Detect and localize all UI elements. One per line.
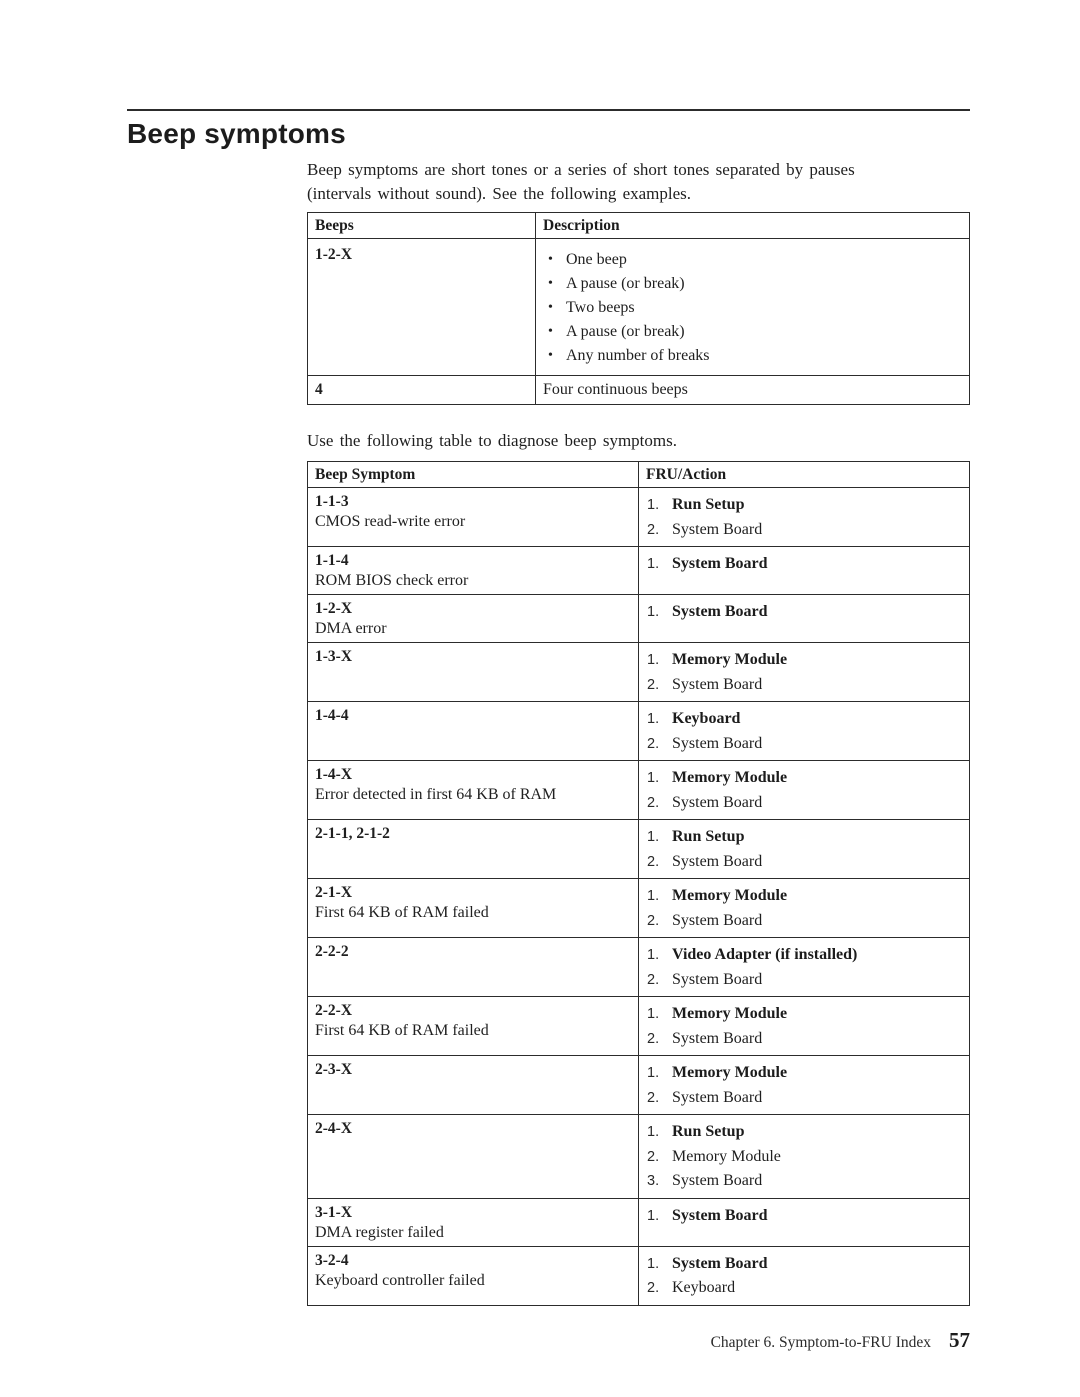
table-row	[308, 488, 970, 547]
fru-action-list	[646, 943, 962, 992]
table-row	[308, 1198, 970, 1246]
beep-code: 2-1-1, 2-1-2	[315, 825, 390, 842]
fru-action-item: System Board	[672, 555, 768, 572]
fru-action-item: Memory Module	[672, 651, 788, 668]
beep-code: 1-3-X	[315, 648, 353, 665]
beep-code: 1-4-X	[315, 766, 353, 783]
table-row	[308, 1115, 970, 1199]
fru-action-list	[646, 552, 962, 577]
fru-action-list	[646, 648, 962, 697]
table-row	[308, 761, 970, 820]
fru-action-item: System Board	[672, 1088, 763, 1106]
beep-description: First 64 KB of RAM failed	[315, 1022, 489, 1039]
fru-action-list	[646, 600, 962, 625]
fru-action-item: Memory Module	[672, 887, 788, 904]
fru-action-list	[646, 1252, 962, 1301]
beep-code: 1-2-X	[315, 246, 353, 263]
beep-code: 3-1-X	[315, 1203, 353, 1221]
table-row	[308, 376, 970, 405]
fru-action-item: Memory Module	[672, 1005, 788, 1022]
fru-action-item: System Board	[672, 970, 763, 988]
beep-description: DMA error	[315, 620, 387, 637]
table-row	[308, 879, 970, 938]
description-bullet-list	[543, 248, 962, 368]
fru-action-item: Run Setup	[672, 1123, 745, 1140]
diagnose-paragraph: Use the following table to diagnose beep symptoms.	[307, 431, 677, 450]
beep-description: First 64 KB of RAM failed	[315, 904, 489, 921]
table-row	[308, 997, 970, 1056]
fru-action-item: System Board	[672, 675, 763, 693]
beep-symptoms-table	[307, 461, 970, 1306]
bullet-item: • Two beeps	[543, 296, 962, 320]
footer-page-number: 57	[949, 1327, 970, 1352]
fru-action-item: System Board	[672, 1206, 768, 1224]
table-row	[308, 239, 970, 376]
fru-action-item: Video Adapter (if installed)	[672, 946, 858, 963]
beep-description: Four continuous beeps	[536, 376, 970, 405]
page-footer	[307, 1328, 970, 1353]
fru-action-item: Memory Module	[672, 1147, 781, 1165]
fru-action-list	[646, 1204, 962, 1229]
fru-action-item: System Board	[672, 734, 763, 752]
table-row	[308, 547, 970, 595]
fru-action-item: System Board	[672, 793, 763, 811]
fru-action-item: Run Setup	[672, 496, 745, 513]
beep-code: 2-4-X	[315, 1120, 353, 1137]
fru-action-item: Run Setup	[672, 828, 745, 845]
fru-action-list	[646, 884, 962, 933]
table-header-row	[308, 213, 970, 239]
table-row	[308, 820, 970, 879]
beep-code: 1-4-4	[315, 707, 349, 724]
fru-action-list	[646, 766, 962, 815]
bullet-item: • One beep	[543, 248, 962, 272]
page-content	[127, 0, 970, 1353]
table-row	[308, 595, 970, 643]
fru-action-item: System Board	[672, 1254, 768, 1272]
fru-action-item: System Board	[672, 520, 763, 538]
beep-description: Keyboard controller failed	[315, 1271, 485, 1289]
intro-paragraph	[307, 158, 970, 206]
beep-description: ROM BIOS check error	[315, 572, 469, 589]
fru-action-list	[646, 1120, 962, 1194]
fru-action-item: Keyboard	[672, 710, 741, 727]
beep-examples-table	[307, 212, 970, 405]
beep-description: CMOS read-write error	[315, 513, 466, 530]
table-row	[308, 938, 970, 997]
fru-action-list	[646, 493, 962, 542]
bullet-item: • A pause (or break)	[543, 320, 962, 344]
intro-line: Beep symptoms are short tones or a series of short tones separated by pauses	[307, 160, 855, 179]
beep-code: 2-3-X	[315, 1061, 353, 1078]
fru-action-item: Memory Module	[672, 769, 788, 786]
beep-description: Error detected in first 64 KB of RAM	[315, 786, 557, 803]
footer-chapter-label: Chapter 6. Symptom-to-FRU Index	[710, 1333, 931, 1351]
fru-action-item: System Board	[672, 1029, 763, 1047]
beep-code: 1-2-X	[315, 600, 353, 617]
fru-action-item: System Board	[672, 1172, 763, 1189]
section-rule	[127, 109, 970, 111]
table-row	[308, 1246, 970, 1305]
table-row	[308, 702, 970, 761]
fru-action-item: Keyboard	[672, 1279, 736, 1296]
fru-action-list	[646, 707, 962, 756]
fru-action-list	[646, 1002, 962, 1051]
intro-line: (intervals without sound). See the following examples.	[307, 184, 692, 203]
beep-code: 1-1-4	[315, 552, 349, 569]
column-header-fru-action: FRU/Action	[639, 462, 970, 488]
beep-description: DMA register failed	[315, 1223, 444, 1241]
fru-action-item: System Board	[672, 603, 768, 620]
beep-code: 1-1-3	[315, 493, 349, 510]
beep-code: 4	[315, 381, 323, 398]
body-column	[307, 158, 970, 1353]
table-header-row	[308, 462, 970, 488]
beep-code: 2-2-X	[315, 1002, 353, 1019]
table-row	[308, 643, 970, 702]
column-header-beep-symptom: Beep Symptom	[308, 462, 639, 488]
column-header-beeps: Beeps	[308, 213, 536, 239]
page-title: Beep symptoms	[127, 118, 346, 149]
fru-action-item: System Board	[672, 852, 763, 870]
beep-code: 3-2-4	[315, 1251, 349, 1269]
bullet-item: • Any number of breaks	[543, 344, 962, 368]
fru-action-item: Memory Module	[672, 1064, 788, 1081]
bullet-item: • A pause (or break)	[543, 272, 962, 296]
fru-action-item: System Board	[672, 911, 763, 929]
beep-code: 2-1-X	[315, 884, 353, 901]
fru-action-list	[646, 1061, 962, 1110]
column-header-description: Description	[536, 213, 970, 239]
beep-code: 2-2-2	[315, 943, 349, 960]
table-row	[308, 1056, 970, 1115]
fru-action-list	[646, 825, 962, 874]
